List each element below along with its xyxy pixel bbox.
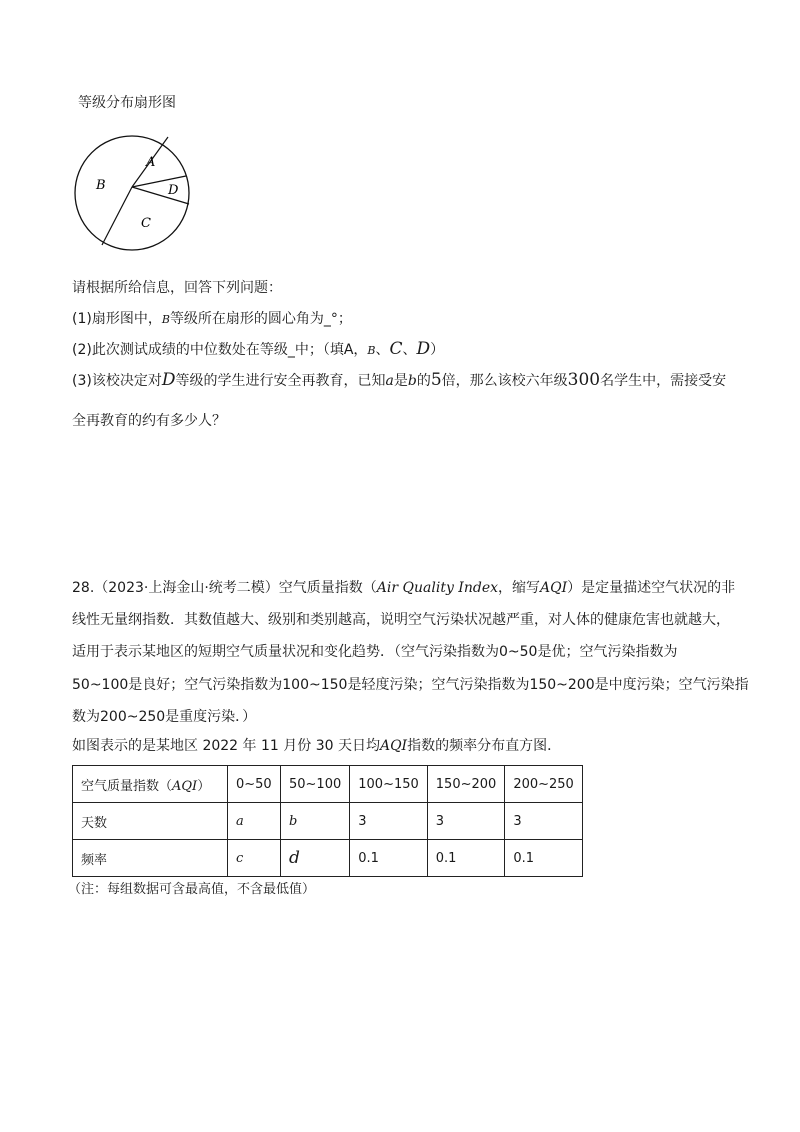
- q27-part2: [72, 339, 444, 361]
- q27-p3-a: a: [385, 373, 394, 389]
- q28-line1: [72, 578, 735, 598]
- q27-p2-end: ）: [430, 342, 445, 358]
- table-cell: 0.1: [350, 840, 428, 877]
- q28-number: 28.: [72, 580, 95, 596]
- aqi-table: [72, 765, 583, 877]
- pie-label-d: D: [168, 183, 179, 198]
- q27-p3-mid1: 等级的学生进行安全再教育，已知: [175, 373, 386, 389]
- q27-p2-sep1: 、: [375, 342, 390, 358]
- q27-p3-pre: (3)该校决定对: [72, 373, 162, 389]
- pie-label-c: C: [141, 216, 151, 231]
- q27-p1-var: B: [161, 313, 170, 326]
- table-cell: 3: [427, 803, 505, 840]
- q28-l1-aqi: AQI: [540, 580, 568, 596]
- table-cell: 0.1: [505, 840, 583, 877]
- q28-line3: 适用于表示某地区的短期空气质量状况和变化趋势．（空气污染指数为0~50是优；空气污染指数为: [72, 644, 678, 660]
- table-row-label: 天数: [73, 803, 228, 840]
- q27-p2-d: D: [416, 339, 431, 359]
- q27-p1-pre: (1)扇形图中，: [72, 311, 162, 327]
- table-row: [73, 766, 583, 803]
- q28-en-name: Air Quality Index: [376, 580, 498, 596]
- q27-part3: [72, 370, 726, 391]
- q27-p3-end: 名学生中，需接受安: [600, 373, 727, 389]
- q27-intro: 请根据所给信息，回答下列问题：: [72, 280, 282, 296]
- table-col-header: 100~150: [350, 766, 428, 803]
- q27-p2-c: C: [389, 339, 403, 359]
- table-col-header: 0~50: [228, 766, 281, 803]
- q27-p3-five: 5: [430, 370, 442, 390]
- table-col-header: 200~250: [505, 766, 583, 803]
- q27-p3-mid4: 倍，那么该校六年级: [441, 373, 568, 389]
- table-col-header: 50~100: [281, 766, 350, 803]
- table-cell: c: [228, 840, 281, 877]
- table-row: [73, 840, 583, 877]
- q27-p3-num: 300: [567, 370, 601, 390]
- pie-boundary-dc: [132, 187, 189, 204]
- q28-l6-pre: 如图表示的是某地区 2022 年 11 月份 30 天日均: [72, 738, 380, 754]
- pie-label-a: A: [146, 155, 156, 170]
- table-cell: 0.1: [427, 840, 505, 877]
- q27-p1-post: 等级所在扇形的圆心角为_°；: [169, 311, 352, 327]
- table-cell: d: [281, 840, 350, 877]
- q28-line6: [72, 736, 561, 756]
- q28-l1-end: ）是定量描述空气状况的非: [567, 580, 736, 596]
- q28-line4: 50~100是良好；空气污染指数为100~150是轻度污染；空气污染指数为150~200是中度污染；空气污染指: [72, 677, 749, 693]
- table-cell: 3: [505, 803, 583, 840]
- q27-part1: [72, 309, 352, 330]
- q28-l6-aqi: AQI: [379, 738, 408, 754]
- q28-l1-mid: ，缩写: [498, 580, 540, 596]
- table-cell: a: [228, 803, 281, 840]
- grade-pie-chart: [68, 134, 198, 254]
- q27-part3-line2: 全再教育的约有多少人？: [72, 413, 226, 429]
- q27-p2-sep2: 、: [402, 342, 417, 358]
- table-note: （注：每组数据可含最高值，不含最低值）: [68, 882, 316, 897]
- q27-p2-b: B: [367, 344, 376, 357]
- q27-p3-mid2: 是: [393, 373, 408, 389]
- table-col-header: 150~200: [427, 766, 505, 803]
- table-row: [73, 803, 583, 840]
- table-header-label: 空气质量指数（AQI）: [73, 766, 228, 803]
- q27-p2-pre: (2)此次测试成绩的中位数处在等级_中；（填A，: [72, 342, 368, 358]
- table-cell: b: [281, 803, 350, 840]
- table-row-label: 频率: [73, 840, 228, 877]
- pie-label-b: B: [96, 178, 106, 193]
- q28-line5: 数为200~250是重度污染．）: [72, 709, 257, 725]
- pie-title: 等级分布扇形图: [78, 95, 176, 111]
- table-cell: 3: [350, 803, 428, 840]
- pie-boundary-cb: [102, 187, 132, 245]
- q27-p3-mid3: 的: [416, 373, 431, 389]
- q28-line2: 线性无量纲指数．其数值越大、级别和类别越高，说明空气污染状况越严重，对人体的健康危害也就越大，: [72, 612, 730, 628]
- q27-p3-d: D: [161, 370, 176, 390]
- q28-l6-end: 指数的频率分布直方图．: [407, 738, 562, 754]
- q27-p3-b: b: [407, 373, 417, 389]
- q28-source: （2023·上海金山·统考二模）空气质量指数（: [94, 580, 377, 596]
